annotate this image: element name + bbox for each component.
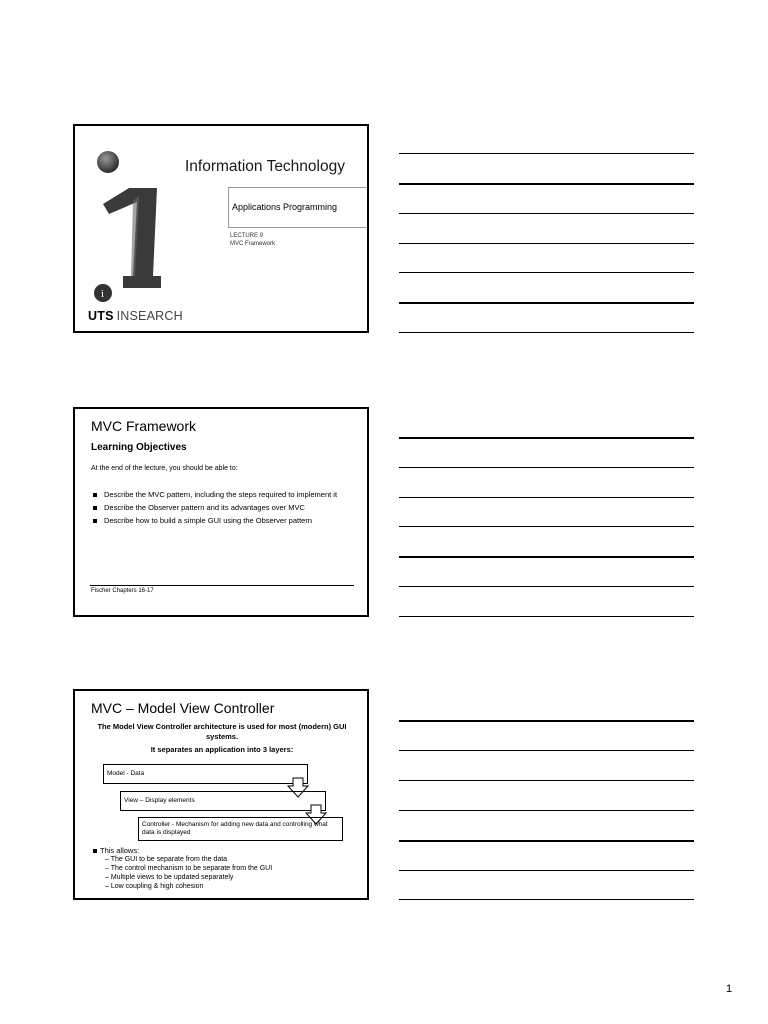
intro-line-2: It separates an application into 3 layers:: [150, 745, 294, 754]
lecture-topic: MVC Framework: [230, 241, 276, 247]
slide-mvc: [73, 689, 369, 900]
slide-objectives: [73, 407, 369, 617]
model-layer-box: Model - Data: [103, 764, 308, 784]
list-item: Describe the Observer pattern and its advantages over MVC: [91, 503, 353, 513]
intro-text: [91, 722, 353, 758]
list-item: – The GUI to be separate from the data: [105, 855, 272, 864]
list-item: – The control mechanism to be separate from the GUI: [105, 864, 272, 873]
logo-insearch: INSEARCH: [116, 309, 183, 323]
intro-text: At the end of the lecture, you should be able to:: [91, 465, 238, 472]
list-item: Describe how to build a simple GUI using the Observer pattern: [91, 516, 353, 526]
allows-list: [105, 855, 272, 891]
slide-subheading: Learning Objectives: [91, 442, 187, 453]
subtitle-box: [228, 187, 367, 228]
divider: [90, 585, 354, 586]
view-layer-box: View – Display elements: [120, 791, 326, 811]
uts-insearch-logo: [88, 309, 183, 323]
lecture-number: LECTURE 9: [230, 233, 264, 239]
i-logo-graphic: [75, 126, 367, 331]
slide-heading: MVC – Model View Controller: [91, 700, 275, 716]
page-number: 1: [726, 983, 733, 995]
slide-heading: Information Technology: [185, 158, 345, 175]
svg-text:i: i: [101, 288, 105, 300]
objectives-list: [91, 490, 353, 529]
list-item: – Low coupling & high cohesion: [105, 882, 272, 891]
list-item: Describe the MVC pattern, including the steps required to implement it: [91, 490, 353, 500]
dot-graphic: [97, 151, 119, 173]
slide-heading: MVC Framework: [91, 418, 197, 434]
list-item: – Multiple views to be updated separately: [105, 873, 272, 882]
reference-text: Fischer Chapters 16-17: [91, 588, 154, 594]
allows-heading: [93, 846, 139, 855]
intro-line-1: The Model View Controller architecture is used for most (modern) GUI systems.: [97, 722, 347, 741]
slide-title: [73, 124, 369, 333]
lecture-info: [230, 232, 275, 248]
allows-label: This allows:: [100, 846, 140, 855]
logo-uts: UTS: [88, 309, 114, 323]
controller-layer-box: Controller - Mechanism for adding new data and controlling what data is displayed: [138, 817, 343, 841]
course-name: Applications Programming: [232, 202, 338, 212]
